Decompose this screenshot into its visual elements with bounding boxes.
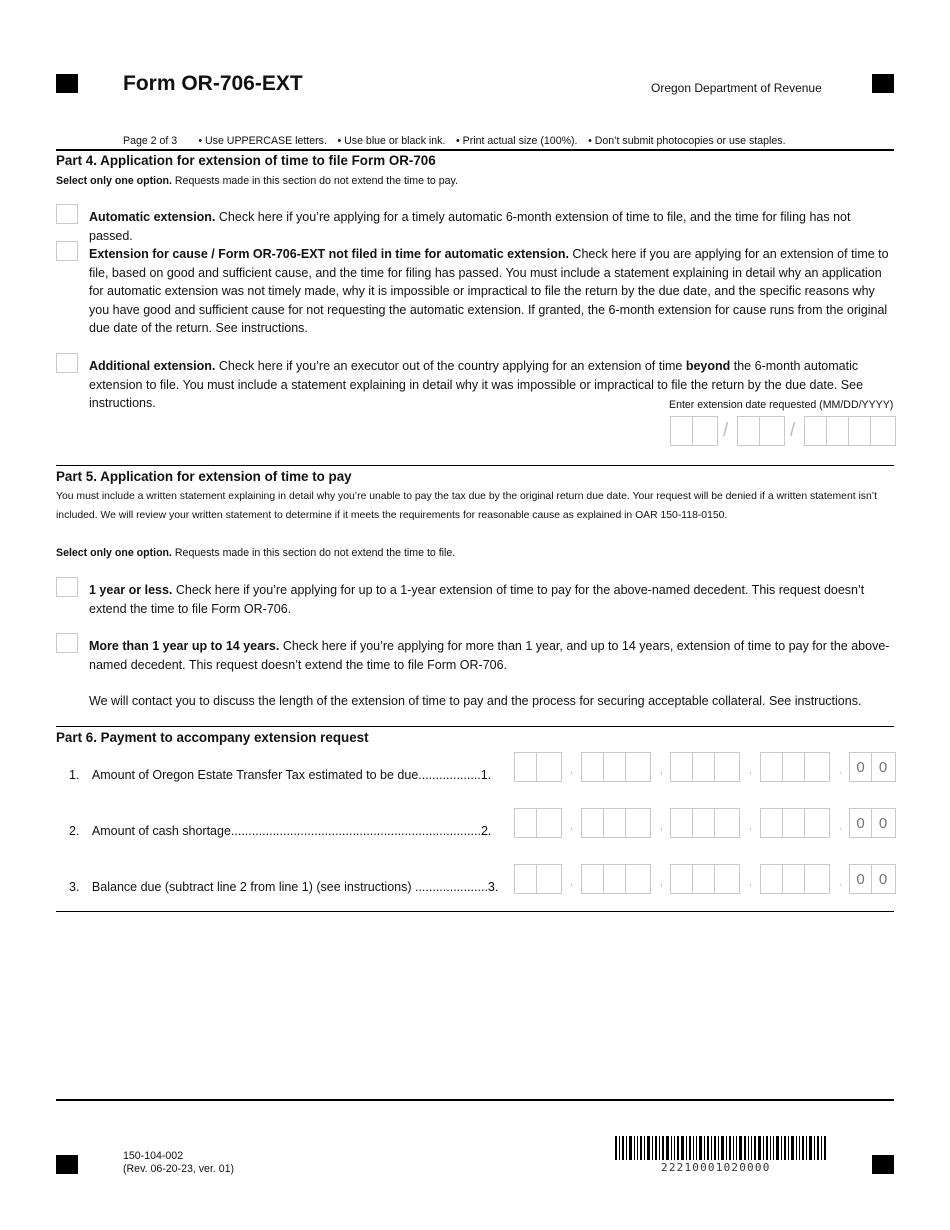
thousands-separator: , <box>570 821 573 832</box>
line-3-amount-thousands[interactable] <box>581 864 651 894</box>
decimal-separator: . <box>839 765 842 776</box>
registration-mark-bottom-left <box>56 1155 78 1174</box>
part6-heading: Part 6. Payment to accompany extension request <box>56 730 369 745</box>
line-3-amount-hundreds[interactable] <box>670 864 740 894</box>
thousands-separator: , <box>570 765 573 776</box>
agency-name: Oregon Department of Revenue <box>651 81 822 95</box>
thousands-separator: , <box>749 765 752 776</box>
contact-note: We will contact you to discuss the length of the extension of time to pay and the process for securing acceptable collateral. See instructions. <box>89 694 862 708</box>
thousands-separator: , <box>749 877 752 888</box>
line-1-amount-hundreds[interactable] <box>670 752 740 782</box>
extension-for-cause-checkbox[interactable] <box>56 241 78 261</box>
line-2-amount-thousands[interactable] <box>581 808 651 838</box>
automatic-extension-text: Automatic extension. Check here if you’re applying for a timely automatic 6-month extension of time to file, and the time for filing has not passed. <box>89 210 851 243</box>
registration-mark-top-left <box>56 74 78 93</box>
date-separator: / <box>790 420 796 441</box>
part4-select-note: Select only one option. Requests made in this section do not extend the time to pay. <box>56 175 458 187</box>
divider <box>56 911 894 912</box>
part5-statement-note: You must include a written statement explaining in detail why you’re unable to pay the tax due by the original return due date. Your request will be denied if a written statement isn’t included. We will review your written statement to determine if it meets the requirements for reasonable cause as explained in OAR 150-118-0150. <box>56 491 877 521</box>
additional-extension-checkbox[interactable] <box>56 353 78 373</box>
form-revision: (Rev. 06-20-23, ver. 01) <box>123 1163 235 1175</box>
registration-mark-top-right <box>872 74 894 93</box>
part4-heading: Part 4. Application for extension of time to file Form OR-706 <box>56 153 436 168</box>
footer-divider <box>56 1099 894 1101</box>
additional-extension-text: Additional extension. Check here if you’re an executor out of the country applying for an extension of time beyond the 6-month automatic extension to file. You must include a statement explaining in detail why it was impossible or impractical to file the return by the due date. See instructions. <box>89 359 864 411</box>
extension-date-year-input[interactable] <box>804 416 896 446</box>
more-than-one-year-checkbox[interactable] <box>56 633 78 653</box>
thousands-separator: , <box>749 821 752 832</box>
registration-mark-bottom-right <box>872 1155 894 1174</box>
form-number-code: 150-104-002 <box>123 1150 184 1162</box>
form-number <box>123 1150 234 1176</box>
thousands-separator: , <box>660 765 663 776</box>
extension-date-month-input[interactable] <box>670 416 718 446</box>
line-1-amount-millions[interactable] <box>514 752 562 782</box>
line-3-amount-units[interactable] <box>760 864 830 894</box>
one-year-or-less-text: 1 year or less. Check here if you’re applying for up to a 1-year extension of time to pay for the above-named decedent. This request doesn’t extend the time to file Form OR-706. <box>89 583 865 616</box>
line-3-label: 3. Balance due (subtract line 2 from line 1) (see instructions) .....................3. <box>69 880 499 894</box>
line-2-cents[interactable]: 0 0 <box>849 808 896 838</box>
barcode-bars <box>615 1136 826 1160</box>
one-year-or-less-checkbox[interactable] <box>56 577 78 597</box>
line-2-amount-hundreds[interactable] <box>670 808 740 838</box>
thousands-separator: , <box>660 877 663 888</box>
barcode <box>615 1136 827 1160</box>
automatic-extension-checkbox[interactable] <box>56 204 78 224</box>
part5-select-note: Select only one option. Requests made in this section do not extend the time to file. <box>56 547 456 559</box>
more-than-one-year-text: More than 1 year up to 14 years. Check here if you’re applying for more than 1 year, and up to 14 years, extension of time to pay for the above-named decedent. This request doesn’t extend the time to file Form OR-706. <box>89 639 890 672</box>
line-2-amount-millions[interactable] <box>514 808 562 838</box>
decimal-separator: . <box>839 877 842 888</box>
line-3-cents[interactable]: 0 0 <box>849 864 896 894</box>
page-instructions: Page 2 of 3 • Use UPPERCASE letters. • Use blue or black ink. • Print actual size (100%). • Don’t submit photocopies or use staples. <box>123 135 786 147</box>
divider <box>56 726 894 727</box>
line-3-amount-millions[interactable] <box>514 864 562 894</box>
extension-date-label: Enter extension date requested (MM/DD/YYYY) <box>669 399 894 411</box>
line-1-label: 1. Amount of Oregon Estate Transfer Tax estimated to be due..................1. <box>69 768 492 782</box>
line-1-amount-thousands[interactable] <box>581 752 651 782</box>
barcode-number: 22210001020000 <box>661 1161 771 1174</box>
part5-heading: Part 5. Application for extension of time to pay <box>56 469 352 484</box>
thousands-separator: , <box>660 821 663 832</box>
divider <box>56 149 894 151</box>
line-1-cents[interactable]: 0 0 <box>849 752 896 782</box>
divider <box>56 465 894 466</box>
line-2-amount-units[interactable] <box>760 808 830 838</box>
thousands-separator: , <box>570 877 573 888</box>
line-2-label: 2. Amount of cash shortage........................................................................2. <box>69 824 492 838</box>
decimal-separator: . <box>839 821 842 832</box>
line-1-amount-units[interactable] <box>760 752 830 782</box>
extension-for-cause-text: Extension for cause / Form OR-706-EXT not filed in time for automatic extension. Check here if you are applying for an extension of time to file, based on good and sufficient cause, and the time for filing has passed. You must include a statement explaining in detail why an application for automatic extension was not timely made, why it is impossible or impractical to file the return by the due date, and the specific reasons why you have good and sufficient cause for not requesting the automatic extension. If granted, the 6-month extension for cause runs from the original due date of the return. See instructions. <box>89 247 889 336</box>
extension-date-day-input[interactable] <box>737 416 785 446</box>
form-title: Form OR-706-EXT <box>123 72 303 95</box>
date-separator: / <box>723 420 729 441</box>
